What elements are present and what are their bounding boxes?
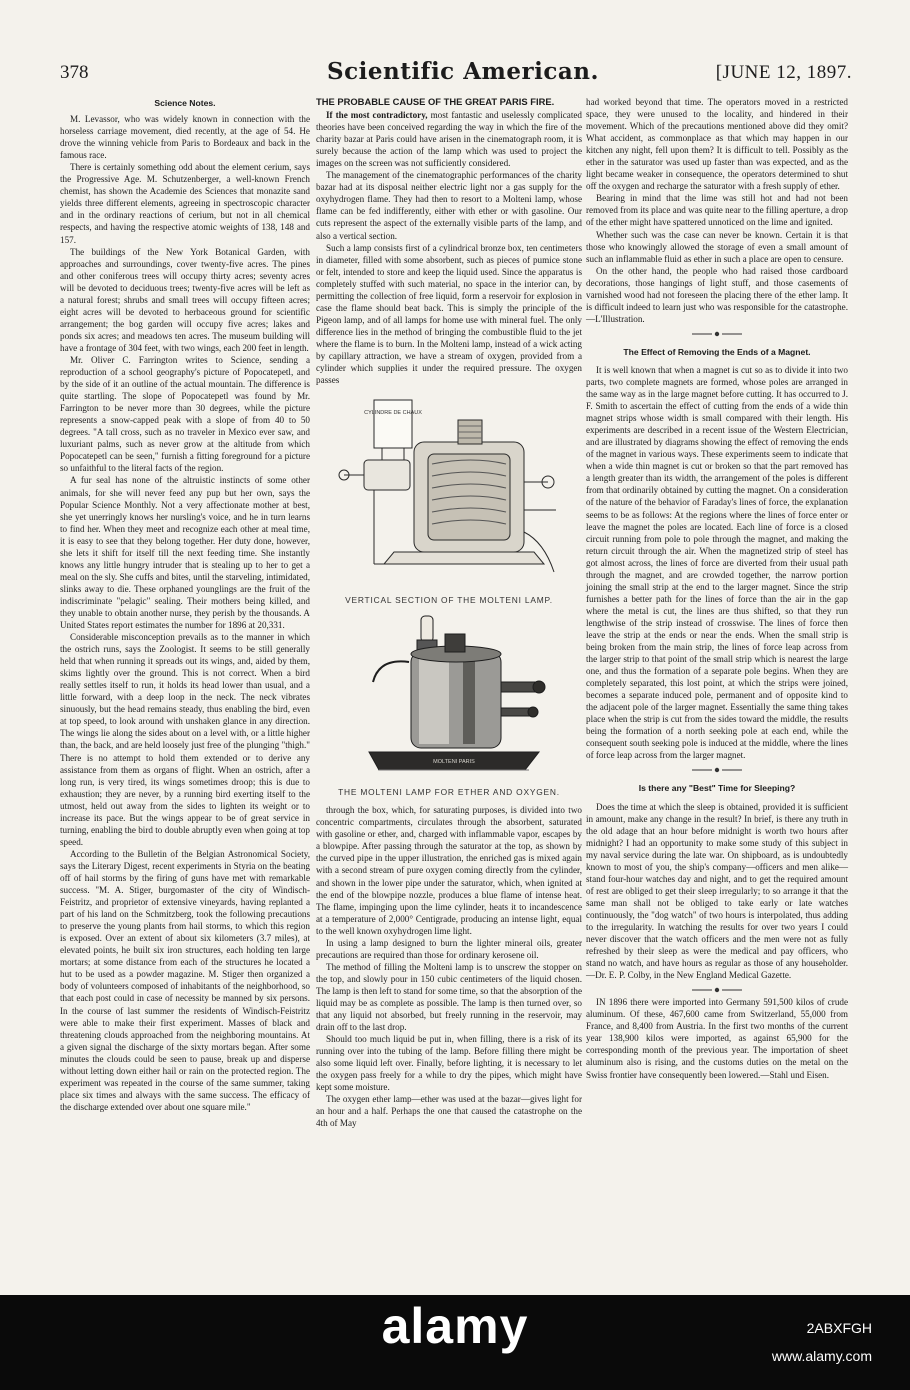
article-paragraph: The buildings of the New York Botanical Garden, with approaches and surroundings, cover twenty-five acres. The pines and other coniferous trees will occupy thirty acres; seventy acres will be devoted to deciduous trees; twenty-five acres will be left as a natural forest; shrubs and small trees will occupy fifteen acres; eight acres will be devoted to herbaceous ground for scientific arrangement; the bog garden will occupy five acres; lakes and ponds six acres; and meadows ten acres. The museum building will have a frontage of 304 feet, with two wings, each 200 feet in length. [60, 246, 310, 353]
magnet-heading: The Effect of Removing the Ends of a Magnet. [623, 346, 811, 357]
article-paragraph: through the box, which, for saturating purposes, is divided into two concentric compartments, circulates through the absorbent, saturated with gasoline or ether, and, charged with inflammable vapor, escapes by a blowpipe. After passing through the saturator at the top, as shown by the curved pipe in the upper illustration, the enriched gas is mixed again with a second stream of pure oxygen coming directly from the cylinder, and shown in the lower pipe under the saturator, which, when ignited at the end of the blowpipe nozzle, produces a blue flame of intense heat. The flame, impinging upon the lime cylinder, heats it to incandescence at a temperature of 2,000° Centigrade, producing an intense light, equal to the well known oxyhydrogen lime light. [316, 805, 582, 936]
article-paragraph: IN 1896 there were imported into Germany 591,500 kilos of crude aluminum. Of these, 467,600 came from Switzerland, 55,000 from France, and 8,400 from Austria. In the first two months of the current year 138,900 kilos were imported, as against 65,900 for the corresponding month of the previous year. The importation of sheet aluminum also is rising, and the customs duties on the metal on the Swiss frontier have consequently been lowered.—Stahl und Eisen. [586, 997, 848, 1080]
article-paragraph [316, 109, 582, 169]
article-paragraph: The method of filling the Molteni lamp is to unscrew the stopper on the top, and slowly pour in 150 cubic centimeters of the liquid chosen. The lamp is then left to stand for some time, so that the absorption of the liquid may be as complete as possible. The lamp is then turned over, so that any liquid not absorbed, but freely running in the reservoir, may drain off to the last drop. [316, 961, 582, 1033]
article-paragraph: The oxygen ether lamp—ether was used at the bazar—gives light for an hour and a half. Perhaps the one that caused the catastrophe on the 4th of May [316, 1094, 582, 1129]
sleep-heading: Is there any "Best" Time for Sleeping? [638, 783, 796, 794]
lamp-section-illustration [334, 392, 564, 592]
article-paragraph: Such a lamp consists first of a cylindrical bronze box, ten centimeters in diameter, filled with some absorbent, such as pieces of pumice stone or felt, intended to store and keep the liquid used. Since the apparatus is completely stuffed with such material, no space in the interior can, by permitting the collection of free liquid, form a reservoir for explosion in case the flame should beat back. This is simply the principle of the Pigeon lamp, and of all lamps for home use with mineral fuel. The only difference lies in the method of bringing the combustible fluid to the jet where the flame is to burn. In the Molteni lamp, instead of a wick acting by capillary attraction, we have a stream of oxygen, provided from a cylinder which supplies it under the required pressure. The oxygen passes [316, 242, 582, 386]
maker-plate-text: MOLTENI PARIS [433, 759, 475, 766]
column-right [586, 96, 848, 1081]
paris-fire-heading: THE PROBABLE CAUSE OF THE GREAT PARIS FIRE. [316, 96, 555, 107]
alamy-logo: alamy [381, 1298, 529, 1354]
article-paragraph: had worked beyond that time. The operators moved in a restricted space, they were unused to the locality, and hindered in their movement. Which of the precautions mentioned above did they omit? What accident, as commonplace as that which may happen in our kitchen any night, fell upon them? It is difficult to tell. Possibly as the ether in the saturator was used up faster than was expected, and as the light became weaker in consequence, the operators determined to shut off the oxygen and recharge the saturator with a fresh supply of ether. [586, 97, 848, 192]
article-paragraph: Bearing in mind that the lime was still hot and had not been removed from its place and was quite near to the filling aperture, a drop of the ether might have spattered unnoticed on the lime and ignited. [586, 193, 848, 228]
science-notes-heading: Science Notes. [154, 98, 216, 108]
lead-words: If the most contradictory, [326, 110, 428, 121]
article-paragraph: Considerable misconception prevails as to the manner in which the ostrich runs, says the Zoologist. It seems to be still generally held that when running it spreads out its wings, and, aided by them, skims lightly over the ground. This is not correct. When a bird really settles itself to run, it holds its head lower than usual, and a little forward, with a deep loop in the neck. The neck vibrates sinuously, but the head remains steady, thus enabling the bird, even at top speed, to look around with unshaken glance in any direction. The wings lie along the sides about on a level with, or a little higher than, the back, and are held loosely just free of the plunging "thigh." There is no attempt to hold them extended or to derive any assistance from them as organs of flight. When an ostrich, after a long run, is very tired, its wings sometimes droop; this is due to exhaustion; they are never, by a running bird exerting itself to the utmost, held out away from the sides to lighten its weight or to increase its pace. But the wings appear to be of great service in turning, enabling the bird to double abruptly even when going at top speed. [60, 632, 310, 847]
issue-date: [JUNE 12, 1897. [715, 62, 852, 83]
article-paragraph: M. Levassor, who was widely known in connection with the horseless carriage movement, died recently, at the age of 54. He drove the winning vehicle from Paris to Bordeaux and back in the famous race. [60, 114, 310, 161]
masthead: Scientific American. [326, 58, 600, 85]
molteni-lamp-caption: THE MOLTENI LAMP FOR ETHER AND OXYGEN. [338, 787, 560, 798]
article-paragraph: On the other hand, the people who had raised those cardboard decorations, those hangings of light stuff, and those casements of varnished wood had not foreseen the placing there of the ether lamp. It is difficult indeed to learn just who was responsible for the catastrophe.—L'Illustration. [586, 265, 848, 324]
article-paragraph: It is well known that when a magnet is cut so as to divide it into two parts, two complete magnets are formed, whose poles are arranged in the same way as in the large magnet before cutting. It has occurred to J. F. Smith to ascertain the effect of cutting from the ends of a wide thin magnet strips whose width is small compared with their length. His experiments are described in a recent issue of the Western Electrician, and are illustrated by diagrams showing the effect of removing the ends of the magnet in various ways. These experiments seem to indicate that when a wide thin magnet is cut or broken so that the part removed has a length greater than its width, the arrangement of the poles is different from that ordinarily obtained by cutting the magnet. On a consideration of the nature of the behavior of Faraday's lines of force, the explanation seems to be as follows: At the regions where the lines of force enter or leave the magnet the poles are located. Each line of force is a closed circuit running from pole to pole through the magnet, and making the return circuit through the air. When the magnetized strip of steel has got almost across, the lines of force are diverted from their usual path through the magnet, and are crowded together, the narrow portion joining the small strip at the end to the larger magnet. Since the strip furnishes a better path for the lines of force than the air in the gap where the metal is cut, the lines are thus shifted, so that they run lengthwise of the strip instead of crosswise. The lines of force then leave the strip at the ends or near the ends. When the small strip is being broken from the main strip, the lines of force leap across from the larger strip to that point of the small strip which is nearest the large one, and thus the formation of a separate pole begins. When they are completely separated, this lost point, at which the strips were joined, becomes a separate induced pole, permanent and of opposite kind to the adjacent pole of the larger magnet. Essentially the same thing takes place when the strip is cut from the sides toward the middle, the results being the formation of a north seeking pole at each end, while the consequent south seeking pole is induced at the middle, where the lines of force leap across from the larger magnet. [586, 364, 848, 761]
article-paragraph: Does the time at which the sleep is obtained, provided it is sufficient in amount, make any change in the result? In brief, is there any truth in the old adage that an hour before midnight is worth two hours after midnight? I had an opportunity to make some study of this subject in my naval service during the late war. On shipboard, as is undoubtedly known to most of you, the ship's company—officers and men alike—stand four-hour watches day and night, and to get the required amount of rest are obliged to get their sleep irregularly; to so arrange it that the same man shall not be obliged to take early or late watches continuously, the "dog watch" of two hours is interpolated, thus adding to the irregularity. In watching the results for over two years I could never discover that the watch officers and the men were not as fully refreshed by their sleep as were the medical and pay officers, who stand no watch, and have hours as regular as those of any householder.—Dr. E. P. Colby, in the New England Medical Gazette. [586, 801, 848, 981]
article-paragraph: In using a lamp designed to burn the lighter mineral oils, greater precautions are required than those for ordinary kerosene oil. [316, 937, 582, 960]
lamp-section-caption: VERTICAL SECTION OF THE MOLTENI LAMP. [345, 595, 553, 606]
article-paragraph: Should too much liquid be put in, when filling, there is a risk of its running over into the tubing of the lamp. Before filling there might be also some liquid left over. Finally, before lighting, it is necessary to let the oxygen pass freely for a while to dry the pipes, which might have kept some moisture. [316, 1034, 582, 1093]
article-paragraph: The management of the cinematographic performances of the charity bazar had at its disposal neither electric light nor a gas supply for the oxyhydrogen flame. They had then to resort to a Molteni lamp, whose flame can be fed indifferently, either with ether or with gasoline. Our cuts represent the aspect of the externally visible parts of the lamp, and also a vertical section. [316, 170, 582, 241]
article-paragraph: Mr. Oliver C. Farrington writes to Science, sending a reproduction of a school geography's picture of Popocatepetl, and by the side of it an outline of the actual mountain. The difference is quite startling. The slope of Popocatepetl was found by Mr. Farrington to be never more than 30 degrees, while the picture represents a snow-capped peak with a slope of from 40 to 50 degrees. "A tall cross, such as no traveler in Mexico ever saw, and luxuriant palms, such as never grow at the altitude from which Popocatepetl can be seen," furnish a fitting foreground for a picture so unfaithful to the literal facts of the region. [60, 354, 310, 474]
article-paragraph: Whether such was the case can never be known. Certain it is that those who knowingly allowed the storage of even a small amount of such an inflammable fluid as ether in such a place are open to censure. [586, 229, 848, 264]
lime-cylinder-label: CYLINDRE DE CHAUX [364, 410, 422, 417]
column-paris-fire [316, 96, 582, 1129]
section-divider [692, 986, 742, 994]
article-paragraph: A fur seal has none of the altruistic instincts of some other animals, for she will never feed any pup but her own, says the Popular Science Monthly. Not a very affectionate mother at best, she yet unerringly knows her nursling's voice, and he in turn learns to find her. When they meet and recognize each other at meal time, it is easy to see that they belong together. Her duty done, however, she lets it shift for itself till the next feeding time. She instantly knows any little hungry intruder that is stealing up to her to get a meal on the sly. She cuffs and bites, until the starveling, intimidated, slinks away to die. These orphaned younglings are the fruit of the indiscriminate "pelagic" sealing. Their mothers being killed, and they unable to obtain another nurse, they perish by the thousands. A United States report estimates the number for 1896 at 20,331. [60, 475, 310, 631]
watermark-url: www.alamy.com [771, 1348, 872, 1364]
section-divider [692, 766, 742, 774]
section-divider [692, 330, 742, 338]
article-paragraph: There is certainly something odd about the element cerium, says the Progressive Age. M. Schutzenberger, a well-known French chemist, has shown the Academie des Sciences that monazite sand yields three different elements, agreeing in spectroscopic character and in the ordinary reactions of cerium, but not in all chemical respects, and having the respective atomic weights of 138, 148 and 157. [60, 162, 310, 245]
article-paragraph: According to the Bulletin of the Belgian Astronomical Society, says the Literary Digest, recent experiments in Styria on the beating off of hail storms by the firing of guns have met with remarkable success. "M. A. Stiger, burgomaster of the city of Windisch-Feistritz, and proprietor of extensive vineyards, having replanted a part of his land on the Schmitzberg, took the following precautions to preserve the young plants from hail storms, to which this region is exposed. Over an extent of about six kilometers (3.7 miles), at elevated points, he built six iron structures, each holding ten large mortars; at some distance from each of the structures he located a hut to be used as a powder magazine. M. Stiger then organized a body of volunteers composed of inhabitants of the neighborhood, so that each post could in case of necessity be manned by six persons. In the course of last summer the residents of Windisch-Feistritz were able to make their first experiment. Masses of black and threatening clouds approached from the neighboring mountains. At a given signal the discharge of the sixty mortars began. After some minutes the clouds could be seen to pause, break up and disperse without letting down either hail or rain on the protected region. The experiment was repeated in the course of the same summer, taking place six times and always with the same success. The efficacy of the discharge extended over about one square mile." [60, 848, 310, 1112]
image-id: 2ABXFGH [806, 1320, 872, 1336]
page-number: 378 [60, 62, 89, 83]
column-science-notes [60, 96, 310, 1113]
lead-continuation: most fantastic and uselessly complicated theories have been conceived regarding the way in which the fire of the charity bazar at Paris could have arisen in the cinematograph room, it is surely because the action of the lamp which was used to project the images on the screen was not sufficiently considered. [316, 110, 582, 169]
molteni-lamp-illustration [349, 612, 549, 784]
